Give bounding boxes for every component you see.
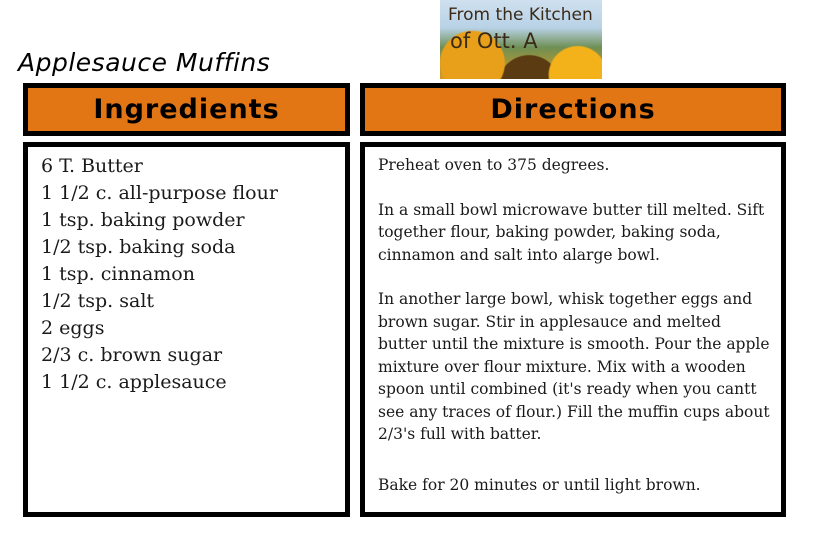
page-title: Applesauce Muffins [18, 48, 271, 77]
ingredient-item: 1/2 tsp. salt [41, 290, 155, 312]
ingredient-item: 2/3 c. brown sugar [41, 344, 223, 366]
ingredient-item: 1 tsp. baking powder [41, 209, 245, 231]
ingredients-list [28, 147, 345, 396]
ingredients-heading: Ingredients [23, 83, 350, 136]
direction-step: Preheat oven to 375 degrees. [378, 156, 610, 174]
ingredient-item: 6 T. Butter [41, 155, 143, 177]
ingredients-panel [23, 142, 350, 517]
directions-text [365, 147, 781, 496]
directions-panel [360, 142, 786, 517]
direction-step: Bake for 20 minutes or until light brown. [378, 475, 701, 494]
ingredient-item: 1 1/2 c. all-purpose flour [41, 182, 278, 204]
direction-step: In a small bowl microwave butter till melted. Sift together flour, baking powder, baking soda, cinnamon and salt into alarge bowl. [378, 200, 765, 264]
ingredient-item: 1 tsp. cinnamon [41, 263, 195, 285]
kitchen-logo [440, 0, 602, 79]
ingredient-item: 1 1/2 c. applesauce [41, 371, 227, 393]
ingredient-item: 1/2 tsp. baking soda [41, 236, 236, 258]
logo-text-line-1: From the Kitchen [448, 5, 593, 25]
directions-heading: Directions [360, 83, 786, 136]
direction-step: In another large bowl, whisk together eggs and brown sugar. Stir in applesauce and melted butter until the mixture is smooth. Pour the apple mixture over flour mixture. Mix with a wooden spoon until combined (it's ready when you cantt see any traces of flour.) Fill the muffin cups about 2/3's full with batter. [378, 290, 770, 443]
logo-text-line-2: of Ott. A [450, 29, 538, 53]
ingredient-item: 2 eggs [41, 317, 105, 339]
